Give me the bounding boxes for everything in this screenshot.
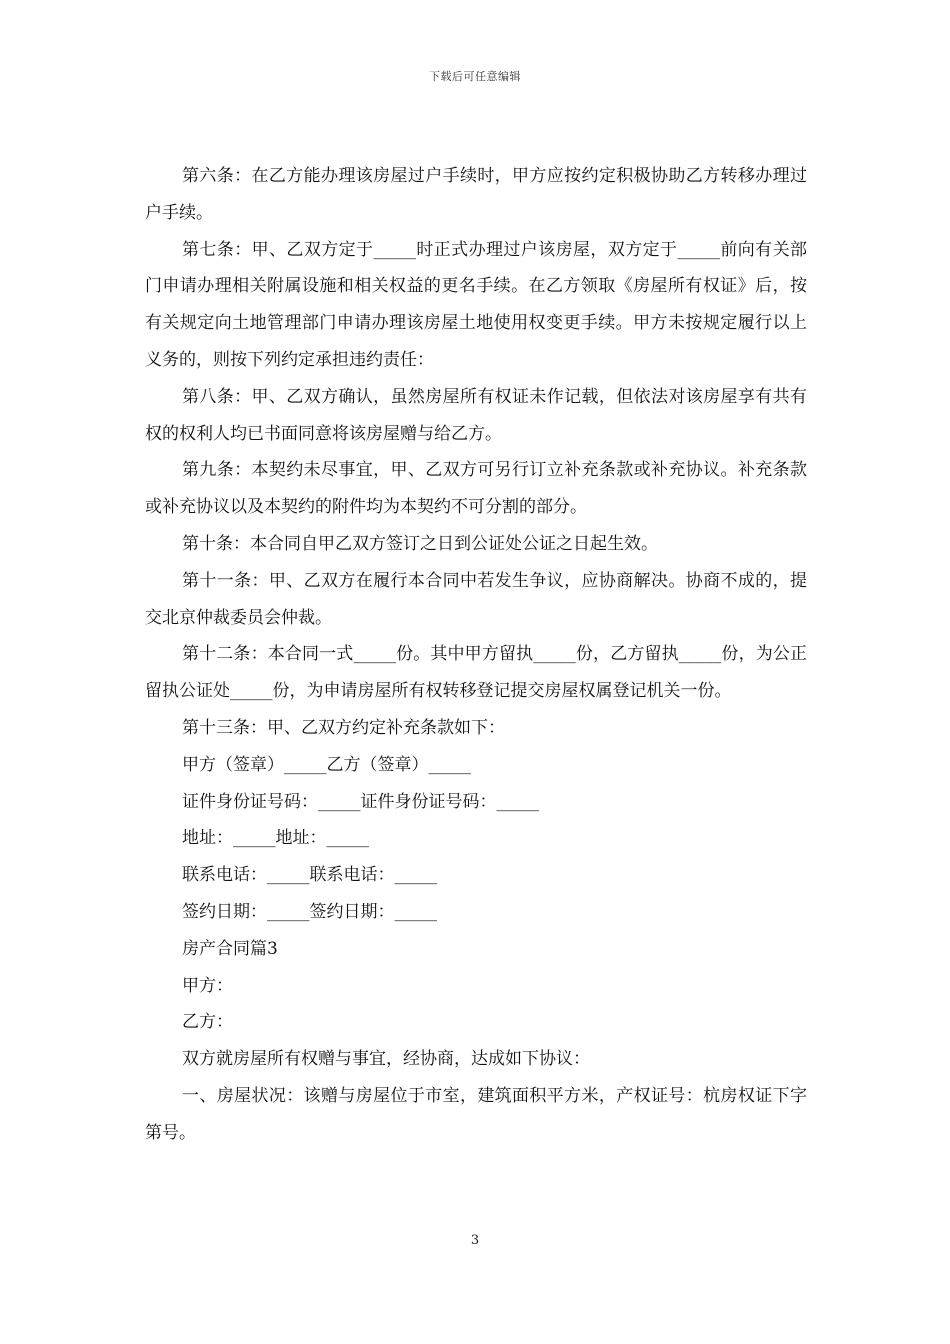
- id-number-line: 证件身份证号码：_____证件身份证号码：_____: [182, 791, 539, 812]
- sign-date-line: 签约日期：_____签约日期：_____: [182, 901, 437, 922]
- section-heading: 房产合同篇3: [182, 938, 278, 959]
- header-note: 下载后可任意编辑: [429, 70, 521, 83]
- clause-12: 第十二条：本合同一式_____份。其中甲方留执_____份，乙方留执_____份，为公正留执公证处_____份，为申请房屋所有权转移登记提交房屋权属登记机关一份。: [145, 644, 807, 702]
- address-line: 地址：_____地址：_____: [182, 828, 369, 849]
- phone-line: 联系电话：_____联系电话：_____: [182, 865, 437, 886]
- signature-line: 甲方（签章）_____乙方（签章）_____: [182, 754, 471, 775]
- agreement-intro: 双方就房屋所有权赠与事宜，经协商，达成如下协议：: [182, 1049, 590, 1070]
- clause-13: 第十三条：甲、乙双方约定补充条款如下：: [182, 717, 505, 738]
- party-b-line: 乙方：: [182, 1012, 233, 1033]
- clause-6: 第六条：在乙方能办理该房屋过户手续时，甲方应按约定积极协助乙方转移办理过户手续。: [145, 166, 807, 223]
- clause-10: 第十条：本合同自甲乙双方签订之日到公证处公证之日起生效。: [182, 533, 658, 554]
- party-a-line: 甲方：: [182, 975, 233, 996]
- house-status-clause: 一、房屋状况：该赠与房屋位于市室，建筑面积平方米，产权证号：杭房权证下字第号。: [145, 1085, 807, 1143]
- clause-8: 第八条：甲、乙双方确认，虽然房屋所有权证未作记载，但依法对该房屋享有共有权的权利人均已书面同意将该房屋赠与给乙方。: [145, 386, 807, 444]
- clause-9: 第九条：本契约未尽事宜，甲、乙双方可另行订立补充条款或补充协议。补充条款或补充协议以及本契约的附件均为本契约不可分割的部分。: [145, 460, 807, 518]
- document-body: [145, 158, 807, 1152]
- clause-11: 第十一条：甲、乙双方在履行本合同中若发生争议，应协商解决。协商不成的，提交北京仲裁委员会仲裁。: [145, 570, 807, 628]
- clause-7: 第七条：甲、乙双方定于_____时正式办理过户该房屋，双方定于_____前向有关部门申请办理相关附属设施和相关权益的更名手续。在乙方领取《房屋所有权证》后，按有关规定向土地管理部门申请办理该房屋土地使用权变更手续。甲方未按规定履行以上义务的，则按下列约定承担违约责任：: [145, 239, 807, 370]
- page-number: 3: [470, 1233, 480, 1248]
